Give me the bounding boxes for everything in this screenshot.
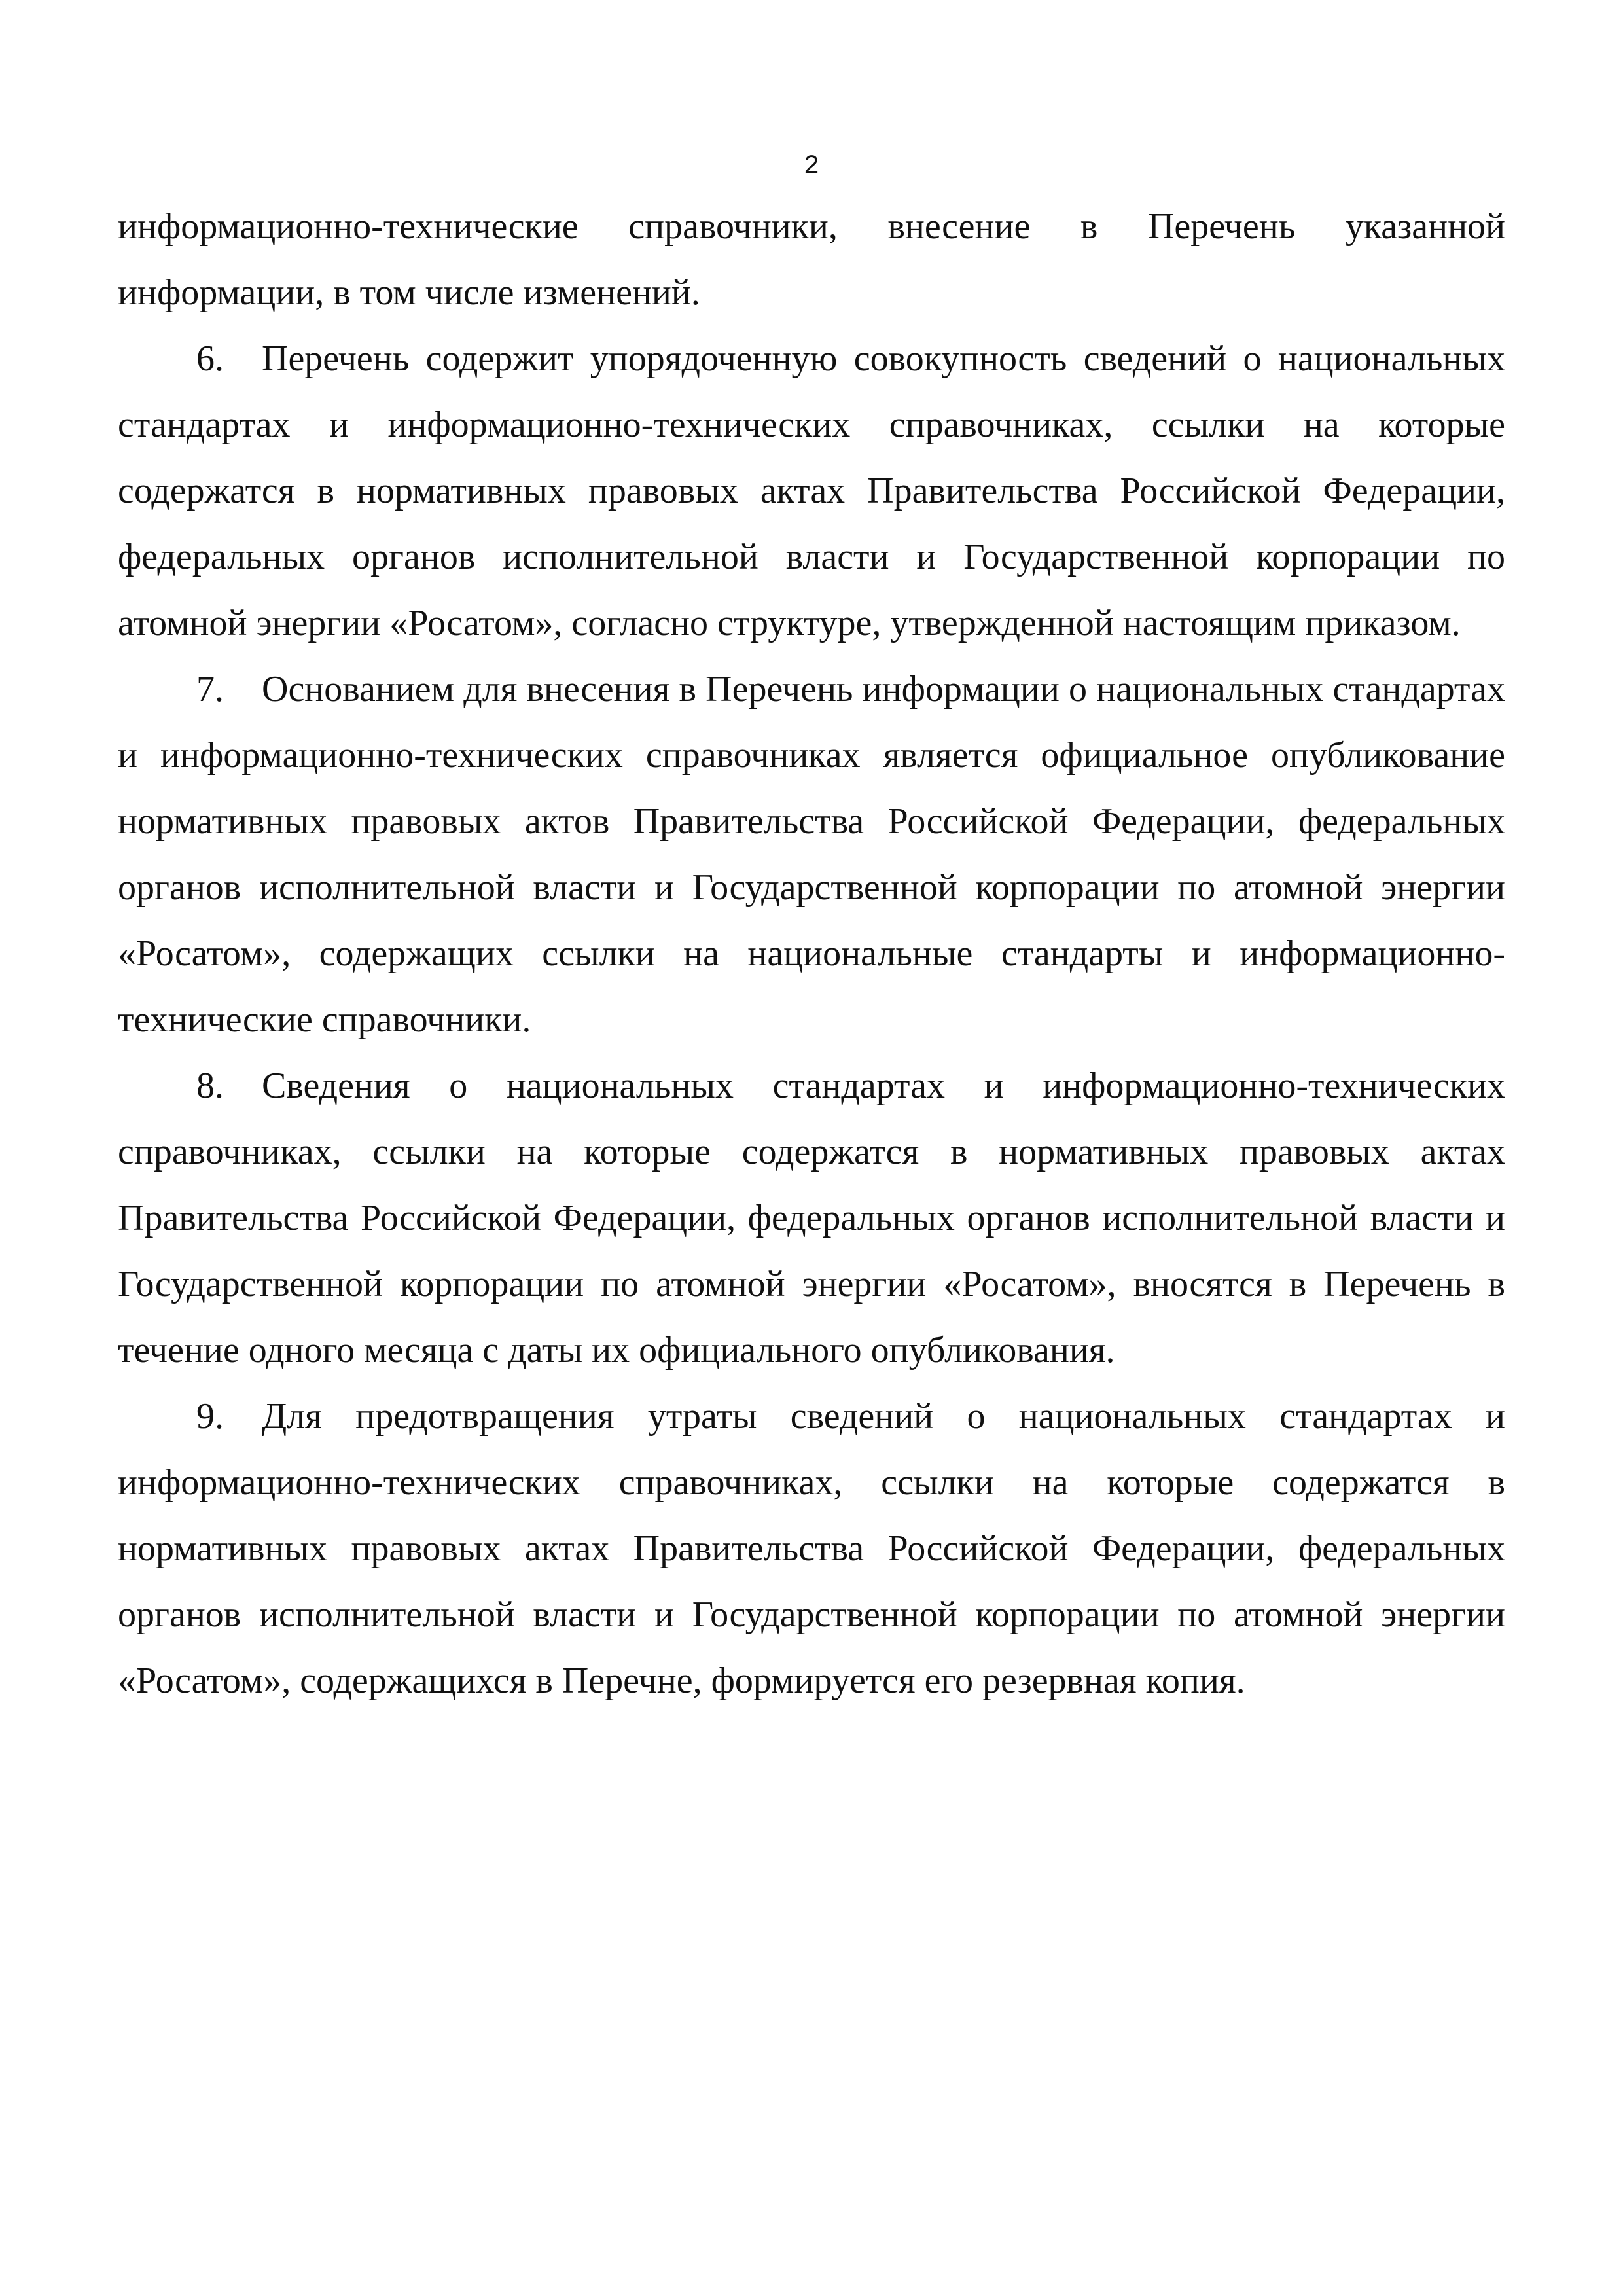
paragraph-8 [118, 1053, 1505, 1384]
document-body [118, 194, 1505, 1714]
paragraph-7 [118, 656, 1505, 1053]
paragraph-text: Для предотвращения утраты сведений о национальных стандартах и информационно-технических справочниках, ссылки на которые содержатся в нормативных правовых актах Правительства Российской Федерации, федеральных органов исполнительной власти и Государственной корпорации по атомной энергии «Росатом», содержащихся в Перечне, формируется его резервная копия. [118, 1396, 1505, 1701]
paragraph-text: Сведения о национальных стандартах и информационно-технических справочниках, ссылки на которые содержатся в нормативных правовых актах Правительства Российской Федерации, федеральных органов исполнительной власти и Государственной корпорации по атомной энергии «Росатом», вносятся в Перечень в течение одного месяца с даты их официального опубликования. [118, 1066, 1505, 1371]
paragraph-text: Основанием для внесения в Перечень информации о национальных стандартах и информационно-технических справочниках является официальное опубликование нормативных правовых актов Правительства Российской Федерации, федеральных органов исполнительной власти и Государственной корпорации по атомной энергии «Росатом», содержащих ссылки на национальные стандарты и информационно-технические справочники. [118, 669, 1505, 1040]
paragraph-continuation [118, 194, 1505, 326]
paragraph-number: 9. [196, 1396, 224, 1437]
paragraph-number: 6. [196, 338, 224, 379]
paragraph-6 [118, 326, 1505, 656]
page-number: 2 [804, 151, 819, 179]
paragraph-number: 8. [196, 1066, 224, 1106]
paragraph-text: Перечень содержит упорядоченную совокупность сведений о национальных стандартах и информационно-технических справочниках, ссылки на которые содержатся в нормативных правовых актах Правительства Российской Федерации, федеральных органов исполнительной власти и Государственной корпорации по атомной энергии «Росатом», согласно структуре, утвержденной настоящим приказом. [118, 338, 1505, 643]
paragraph-number: 7. [196, 669, 224, 709]
paragraph-9 [118, 1384, 1505, 1714]
paragraph-text: информационно-технические справочники, внесение в Перечень указанной информации, в том числе изменений. [118, 206, 1505, 313]
